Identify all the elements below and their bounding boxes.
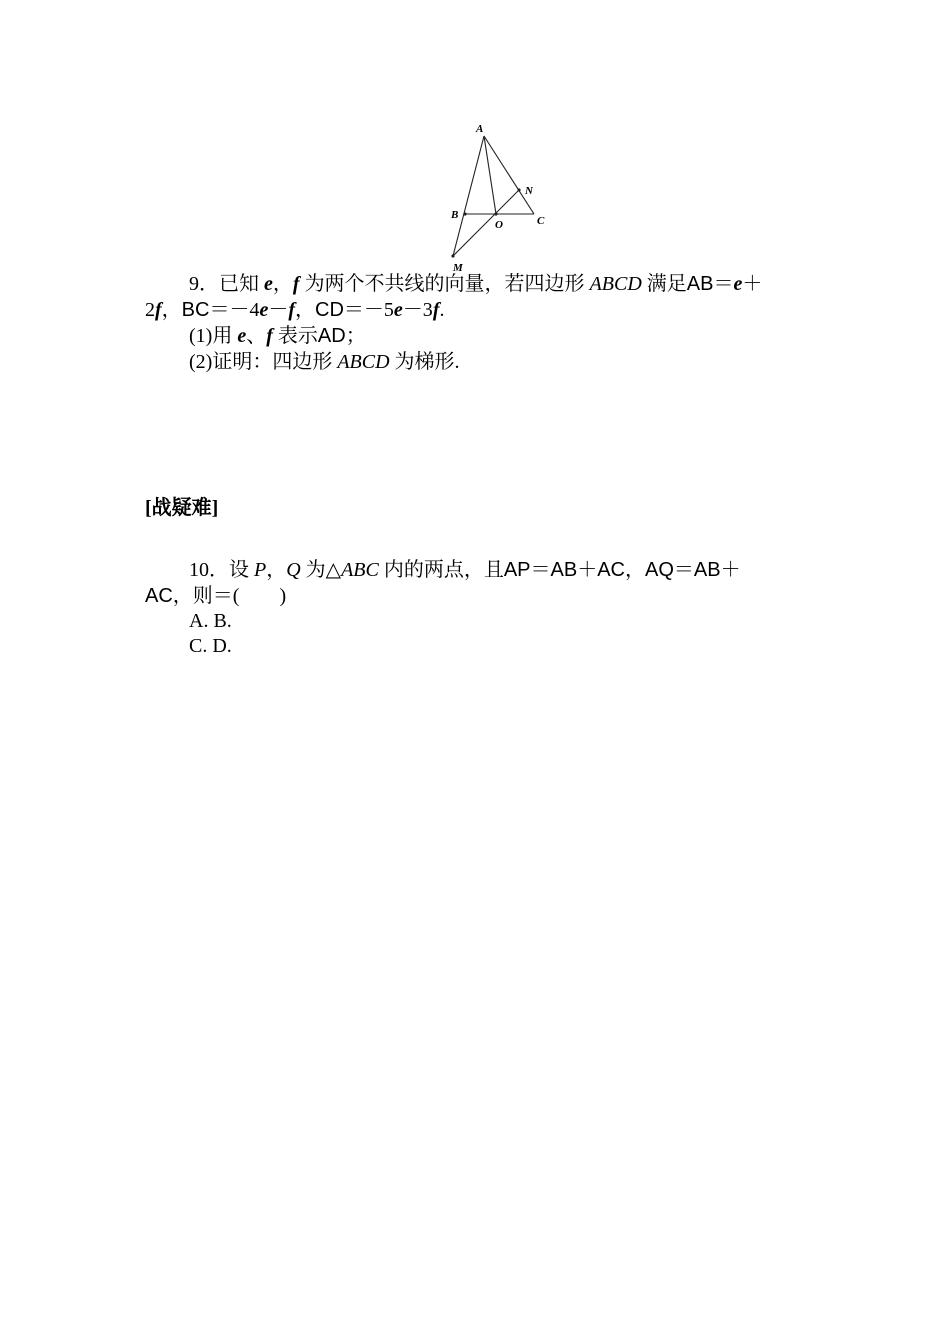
segment-MN	[453, 190, 519, 256]
label-C: C	[537, 215, 545, 227]
label-A: A	[476, 123, 484, 135]
point-B	[463, 212, 466, 215]
section-heading: [战疑难]	[145, 497, 219, 519]
label-M: M	[453, 262, 463, 273]
triangle-figure	[438, 118, 558, 273]
point-M	[451, 254, 454, 257]
q9-part-1: (1)用 e、f 表示AD；	[189, 325, 366, 347]
label-O: O	[495, 219, 503, 231]
label-B: B	[451, 209, 459, 221]
q10-line-2: AC，则＝( )	[145, 585, 287, 607]
segment-AO	[484, 136, 496, 214]
point-O	[494, 212, 497, 215]
segment-AM	[453, 136, 484, 256]
q10-options-ab: A. B.	[189, 610, 232, 632]
q10-line-1: 10．设 P，Q 为△ABC 内的两点，且AP＝AB＋AC，AQ＝AB＋	[189, 559, 741, 581]
q10-options-cd: C. D.	[189, 635, 232, 657]
q9-part-2: (2)证明：四边形 ABCD 为梯形.	[189, 351, 460, 373]
triangle-diagram	[438, 118, 558, 273]
segment-AC	[484, 136, 534, 214]
q9-line-2: 2f，BC＝－4e－f，CD＝－5e－3f.	[145, 299, 445, 321]
q9-line-1: 9．已知 e，f 为两个不共线的向量，若四边形 ABCD 满足AB＝e＋	[189, 273, 763, 295]
label-N: N	[525, 185, 533, 197]
point-N	[517, 188, 520, 191]
